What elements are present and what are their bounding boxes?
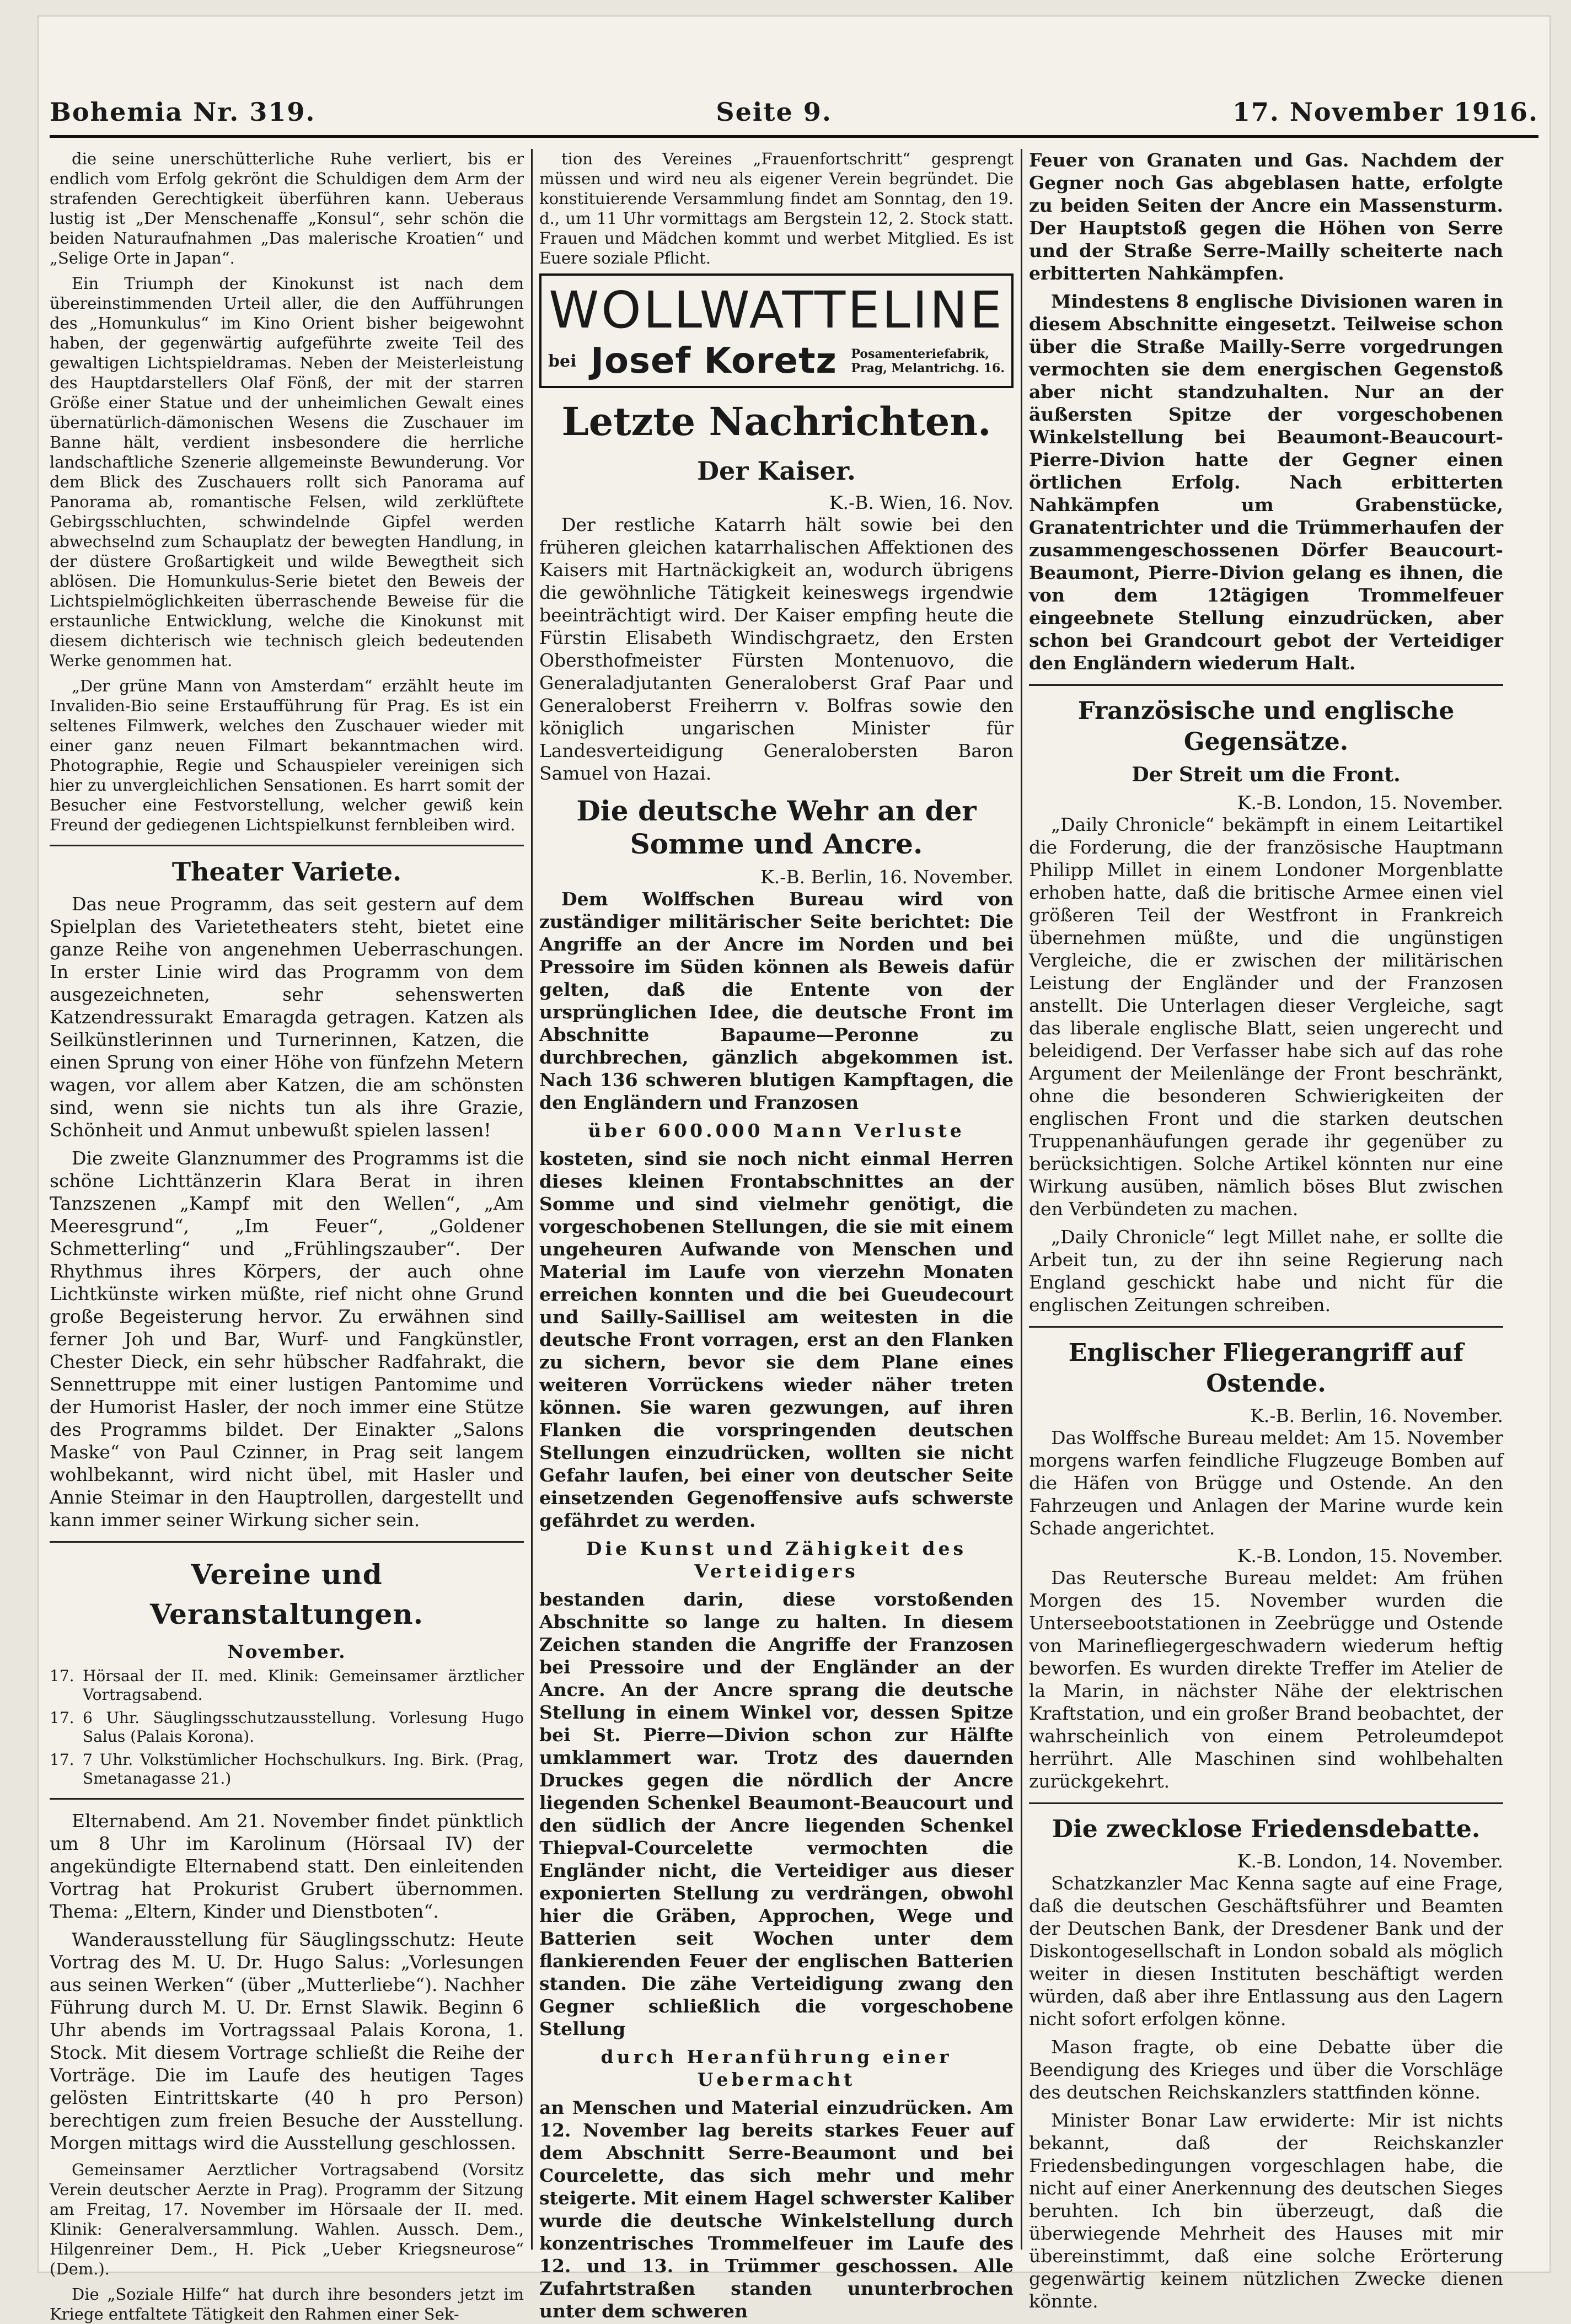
ad-address-line: Posamenteriefabrik, — [851, 347, 990, 361]
event-text: Hörsaal der II. med. Klinik: Gemeinsamer ärztlicher Vortragsabend. — [83, 1667, 524, 1704]
theater-paragraph: Die zweite Glanznummer des Programms ist die schöne Lichttänzerin Klara Berat in ihren Tanzszenen „Kampf mit den Wellen“, „Am Meeresgrund“, „Im Feuer“, „Goldener Schmetterling“ und „Frühlingszauber“. Der Rhythmus ihres Körpers, der auch ohne Lichtkünste wirken müßte, rief nicht ohne Grund große Begeisterung hervor. Zu erwähnen sind ferner Joh und Bar, Wurf- und Fangkünstler, Chester Dieck, ein sehr hübscher Radfahrakt, die Sennettruppe mit einer lustigen Pantomime und der Humorist Hasler, der noch immer eine Stütze des Programms bildet. Der Einakter „Salons Maske“ von Paul Czinner, in Prag seit langem wohlbekannt, wird nicht übel, mit Hasler und Annie Steimar in den Hauptrollen, dargestellt und kann immer seiner Wirkung sicher sein. — [50, 1147, 524, 1531]
wehr-dateline: K.-B. Berlin, 16. November. — [760, 866, 1014, 888]
advertisement — [539, 273, 1014, 388]
gegensaetze-heading: Französische und englische Gegensätze. — [1077, 697, 1455, 756]
event-text: 7 Uhr. Volkstümlicher Hochschulkurs. Ing. Birk. (Prag, Smetanagasse 21.) — [83, 1751, 524, 1788]
column-rule — [531, 149, 533, 2250]
kaiser-paragraph: Der restliche Katarrh hält sowie bei den früheren gleichen katarrhalischen Affektionen des Kaisers mit Hartnäckigkeit an, wodurch übrigens die gewöhnliche Tätigkeit keineswegs irgendwie beeinträchtigt wird. Der Kaiser empfing heute die Fürstin Elisabeth Windischgraetz, den Ersten Obersthofmeister Fürsten Montenuovo, die Generaladjutanten Generaloberst Graf Paar und Generaloberst Freiherrn v. Bolfras sowie den königlich ungarischen Minister für Landesverteidigung Generalobersten Baron Samuel von Hazai. — [539, 514, 1014, 784]
front-paragraph: Feuer von Granaten und Gas. Nachdem der Gegner noch Gas abgeblasen hatte, erfolgte zu beiden Seiten der Ancre ein Massensturm. Der Hauptstoß gegen die Höhen von Serre und der Straße Serre-Mailly scheiterte nach erbitterten Nahkämpfen. — [1029, 149, 1503, 284]
ad-bei: bei — [548, 351, 577, 371]
wehr-paragraph: Dem Wolffschen Bureau wird von zuständiger militärischer Seite berichtet: Die Angriffe an der Ancre im Norden und bei Pressoire im Süden können als Beweis dafür gelten, daß die Entente von der ursprünglichen Idee, die deutsche Front im Abschnitte Bapaume—Peronne zu durchbrechen, gänzlich abgekommen ist. Nach 136 schweren blutigen Kampftagen, die den Engländern und Franzosen — [539, 888, 1014, 1113]
divider — [50, 1798, 524, 1800]
event-day: 17. — [50, 1709, 74, 1727]
gegensaetze-subheading: Der Streit um die Front. — [1132, 763, 1401, 786]
flieger-dateline: K.-B. London, 15. November. — [1237, 1545, 1503, 1566]
divider — [1029, 1802, 1503, 1804]
masthead-date: 17. November 1916. — [1232, 97, 1538, 127]
debatte-paragraph: Minister Bonar Law erwiderte: Mir ist nichts bekannt, daß der Reichskanzler Friedensbedingungen vorgeschlagen habe, die nicht auf einer Anerkennung des deutschen Sieges beruhten. Ich bin überzeugt, daß die überwiegende Mehrheit des Hauses mit mir übereinstimmt, daß eine solche Erörterung gegenwärtig keinem nützlichen Zwecke dienen könnte. — [1029, 2110, 1503, 2312]
flieger-paragraph: Das Reutersche Bureau meldet: Am frühen Morgen des 15. November wurden die Unterseebootstationen in Zeebrügge und Ostende von Marinefliegergeschwadern wiederum heftig beworfen. Es wurden direkte Treffer im Atelier de la Marin, in nächster Nähe der elektrischen Kraftstation, und ein großer Brand beobachtet, der wahrscheinlich von einem Petroleumdepot herrührt. Alle Maschinen sind wohlbehalten zurückgekehrt. — [1029, 1567, 1503, 1792]
letzte-nachrichten-heading: Letzte Nachrichten. — [561, 399, 991, 444]
column-rule — [1021, 149, 1022, 2250]
elternabend-paragraph: Elternabend. Am 21. November findet pünktlich um 8 Uhr im Karolinum (Hörsaal IV) der angekündigte Elternabend statt. Den einleitenden Vortrag hat Prokurist Grubert übernommen. Thema: „Eltern, Kinder und Dienstboten“. — [50, 1810, 524, 1922]
divider — [50, 845, 524, 846]
gegensaetze-dateline: K.-B. London, 15. November. — [1237, 792, 1503, 813]
column-2 — [539, 149, 1014, 2322]
ad-title: WOLLWATTELINE — [549, 281, 1004, 340]
aerztlicher-paragraph: Gemeinsamer Aerztlicher Vortragsabend (Vorsitz Verein deutscher Aerzte in Prag). Programm der Sitzung am Freitag, 17. November im Hörsaale der II. med. Klinik: Generalversammlung. Wahlen. Aussch. Dem., Hilgenreiner Dem., H. Pick „Ueber Kriegsneurose“ (Dem.). — [50, 2160, 524, 2278]
soziale-hilfe-paragraph: Die „Soziale Hilfe“ hat durch ihre besonders jetzt im Kriege entfaltete Tätigkeit den Rahmen einer Sek- — [50, 2285, 524, 2323]
frauenfortschritt-paragraph: tion des Vereines „Frauenfortschritt“ gesprengt müssen und wird neu als eigener Verein begründet. Die konstituierende Versammlung findet am Sonntag, den 19. d., um 11 Uhr vormittags am Bergstein 12, 2. Stock statt. Frauen und Mädchen kommt und werbet Mitglied. Es ist Euere soziale Pflicht. — [539, 149, 1014, 267]
calendar-month: November. — [227, 1641, 346, 1662]
wanderausstellung-paragraph: Wanderausstellung für Säuglingsschutz: Heute Vortrag des M. U. Dr. Hugo Salus: „Vorlesungen aus seinen Werken“ (über „Mutterliebe“). Nachher Führung durch M. U. Dr. Ernst Slawik. Beginn 6 Uhr abends im Vortragssaal Palais Korona, 1. Stock. Mit diesem Vortrage schließt die Reihe der Vorträge. Die im Laufe des heutigen Tages gelösten Eintrittskarte (40 h pro Person) berechtigen zum freien Besuche der Ausstellung. Morgen mittags wird die Ausstellung geschlossen. — [50, 1929, 524, 2154]
wehr-spaced-line: Die Kunst und Zähigkeit des Verteidigers — [586, 1538, 967, 1582]
homunkulus-paragraph: Ein Triumph der Kinokunst ist nach dem übereinstimmenden Urteil aller, die den Aufführungen des „Homunkulus“ im Kino Orient bisher beigewohnt haben, der gegenwärtig aufgeführte zweite Teil des gewaltigen Lichtspieldramas. Neben der Meisterleistung des Hauptdarstellers Olaf Fönß, der mit der starren Größe einer Statue und der unheimlichen Gewalt eines übernatürlich-dämonischen Wesens die Zuschauer im Banne hält, verdient insbesondere die herrliche landschaftliche Szenerie allgemeinste Bewunderung. Vor dem Blick des Zuschauers rollt sich Panorama auf Panorama ab, romantische Felsen, wild zerklüftete Gebirgsschluchten, schwindelnde Gipfel werden abwechselnd zum Schauplatz der bewegten Handlung, in der düstere Großartigkeit und wilde Bewegtheit sich ablösen. Die Homunkulus-Serie bietet den Beweis der Lichtspielmöglichkeiten überraschende Beweise für die erstaunliche Entwicklung, welche die Kinokunst mit diesem dichterisch wie technisch gleich bedeutenden Werke genommen hat. — [50, 274, 524, 670]
ad-address — [851, 347, 1005, 375]
masthead — [50, 83, 1538, 127]
theater-paragraph: Das neue Programm, das seit gestern auf dem Spielplan des Varietetheaters steht, bietet eine ganze Reihe von angenehmen Ueberraschungen. In erster Linie wird das Programm von dem ausgezeichneten, sehr sehenswerten Katzendressurakt Emaragda getragen. Katzen als Seilkünstlerinnen und Turnerinnen, Katzen, die einen Sprung von einer Höhe von fünfzehn Metern wagen, vor allem aber Katzen, die am schönsten sind, wenn sie nichts tun als ihre Grazie, Schönheit und Anmut unbewußt spielen lassen! — [50, 893, 524, 1141]
ad-line — [548, 341, 1005, 382]
calendar-event — [50, 1751, 524, 1788]
debatte-heading: Die zwecklose Friedensdebatte. — [1052, 1815, 1481, 1843]
divider — [50, 1541, 524, 1543]
gegensaetze-paragraph: „Daily Chronicle“ bekämpft in einem Leitartikel die Forderung, die der französische Hauptmann Philipp Millet in einem Londoner Morgenblatte erhoben hatte, daß die britische Armee einen viel größeren Teil der Westfront in Frankreich übernehmen müßte, und die ungünstigen Vergleiche, die er zwischen der militärischen Leistung der Engländer und der Franzosen anstellt. Die Unterlagen dieser Vergleiche, sagt das liberale englische Blatt, seien ungerecht und beleidigend. Der Verfasser habe sich auf das rohe Argument der Meilenlänge der Front beschränkt, ohne die besonderen Schwierigkeiten der englischen Front und die starken deutschen Truppenanhäufungen gerade ihr gegenüber zu berücksichtigen. Solche Artikel könnten nur eine Wirkung ausüben, nämlich böses Blut zwischen den Verbündeten zu machen. — [1029, 814, 1503, 1220]
gegensaetze-paragraph: „Daily Chronicle“ legt Millet nahe, er sollte die Arbeit tun, zu der ihn seine Regierung nach England geschickt habe und nicht für die englischen Zeitungen schreiben. — [1029, 1226, 1503, 1316]
ad-address-line: Prag, Melantrichg. 16. — [851, 361, 1005, 375]
wehr-paragraph: bestanden darin, diese vorstoßenden Abschnitte so lange zu halten. In diesem Zeichen standen die Angriffe der Franzosen bei Pressoire und der Engländer an der Ancre. An der Ancre sprang die deutsche Stellung in einem Winkel vor, dessen Spitze bei St. Pierre—Divion schon zur Hälfte umklammert war. Trotz des dauernden Druckes gegen die nördlich der Ancre liegenden Schenkel Beaumont-Beaucourt und den südlich der Ancre liegenden Schenkel Thiepval-Courcelette vermochten die Engländer nicht, die Verteidiger aus dieser exponierten Stellung zu verdrängen, obwohl hier die Gräben, Approchen, Wege und Batterien seit Wochen unter dem flankierenden Feuer der englischen Batterien standen. Die zähe Verteidigung zwang den Gegner schließlich die vorgeschobene Stellung — [539, 1588, 1014, 2039]
event-text: 6 Uhr. Säuglingsschutzausstellung. Vorlesung Hugo Salus (Palais Korona). — [83, 1709, 524, 1746]
flieger-heading: Englischer Fliegerangriff auf Ostende. — [1068, 1339, 1464, 1398]
wehr-heading: Die deutsche Wehr an der Somme und Ancre. — [576, 795, 977, 860]
vereine-heading: Vereine und Veranstaltungen. — [149, 1558, 424, 1630]
event-day: 17. — [50, 1667, 74, 1685]
debatte-paragraph: Mason fragte, ob eine Debatte über die Beendigung des Krieges und über die Vorschläge des deutschen Reichskanzlers stattfinden könne. — [1029, 2036, 1503, 2103]
divider — [1029, 1326, 1503, 1328]
calendar-event — [50, 1709, 524, 1746]
masthead-page-number: Seite 9. — [716, 97, 832, 127]
debatte-dateline: K.-B. London, 14. November. — [1237, 1850, 1503, 1872]
kaiser-heading: Der Kaiser. — [697, 456, 856, 486]
ad-firm-name: Josef Koretz — [591, 341, 837, 382]
calendar-event — [50, 1667, 524, 1704]
divider — [1029, 684, 1503, 686]
wehr-paragraph: an Menschen und Material einzudrücken. Am 12. November lag bereits starkes Feuer auf dem Abschnitt Serre-Beaumont und bei Courcelette, das sich mehr und mehr steigerte. Mit einem Hagel schwerster Kaliber wurde die deutsche Winkelstellung durch konzentrisches Trommelfeuer im Laufe des 12. und 13. in Trümmer geschossen. Alle Zufahrtstraßen standen ununterbrochen unter dem schweren — [539, 2097, 1014, 2322]
flieger-paragraph: Das Wolffsche Bureau meldet: Am 15. November morgens warfen feindliche Flugzeuge Bomben auf die Häfen von Brügge und Ostende. An den Fahrzeugen und Anlagen der Marine wurde kein Schade angerichtet. — [1029, 1427, 1503, 1539]
debatte-paragraph: Schatzkanzler Mac Kenna sagte auf eine Frage, daß die deutschen Geschäftsführer und Beamten der Deutschen Bank, der Dresdener Bank und der Diskontogesellschaft in London sobald als möglich weiter in diesen Instituten beschäftigt werden würden, daß aber ihre Entlassung aus den Lagern nicht sofort erfolgen könne. — [1029, 1872, 1503, 2030]
gruene-mann-paragraph: „Der grüne Mann von Amsterdam“ erzählt heute im Invaliden-Bio seine Erstaufführung für Prag. Es ist ein seltenes Filmwerk, welches den Zuschauer wieder mit einer ganz neuen Filmart bekanntmachen wird. Photographie, Regie und Schauspieler vereinigen sich hier zu unvergleichlichen Sensationen. Es harrt somit der Besucher eine Festvorstellung, welcher gewiß kein Freund der gediegenen Lichtspielkunst fernbleiben wird. — [50, 677, 524, 834]
theater-heading: Theater Variete. — [171, 857, 402, 887]
column-3 — [1029, 149, 1503, 2312]
wehr-spaced-line: durch Heranführung einer Uebermacht — [600, 2046, 952, 2090]
newspaper-page — [39, 17, 1549, 2323]
masthead-rule — [50, 135, 1538, 138]
wehr-losses-line: über 600.000 Mann Verluste — [588, 1120, 965, 1141]
flieger-dateline: K.-B. Berlin, 16. November. — [1250, 1405, 1503, 1426]
kaiser-dateline: K.-B. Wien, 16. Nov. — [829, 492, 1014, 513]
wehr-paragraph: kosteten, sind sie noch nicht einmal Herren dieses kleinen Frontabschnittes an der Somme und sind vielmehr genötigt, die vorgeschobenen Stellungen, die sie mit einem ungeheuren Aufwande von Menschen und Material im Laufe von vierzehn Monaten erreichen konnten und die bei Gueudecourt und Sailly-Saillisel am weitesten in die deutsche Front vorragen, erst an den Flanken zu sichern, bevor sie dem Plane eines weiteren Vorrückens wieder näher treten können. Sie waren gezwungen, auf ihren Flanken die vorspringenden deutschen Stellungen einzudrücken, wollten sie nicht Gefahr laufen, bei einer von deutscher Seite einsetzenden Gegenoffensive aufs schwerste gefährdet zu werden. — [539, 1148, 1014, 1531]
kino-paragraph: die seine unerschütterliche Ruhe verliert, bis er endlich vom Erfolg gekrönt die Schuldigen dem Arm der strafenden Gerechtigkeit überführen kann. Ueberaus lustig ist „Der Menschenaffe „Konsul“, sehr schön die beiden Naturaufnahmen „Das malerische Kroatien“ und „Selige Orte in Japan“. — [50, 149, 524, 267]
masthead-paper-issue: Bohemia Nr. 319. — [50, 97, 316, 127]
event-day: 17. — [50, 1751, 74, 1769]
column-1 — [50, 149, 524, 2323]
front-paragraph: Mindestens 8 englische Divisionen waren in diesem Abschnitte eingesetzt. Teilweise schon über die Straße Mailly-Serre vorgedrungen vermochten sie dem energischen Gegenstoß aber nicht standzuhalten. Nur an der äußersten Spitze der vorgeschobenen Winkelstellung bei Beaumont-Beaucourt-Pierre-Divion hatte der Gegner einen örtlichen Erfolg. Nach erbitterten Nahkämpfen um Grabenstücke, Granatentrichter und die Trümmerhaufen der zusammengeschossenen Dörfer Beaucourt-Beaumont, Pierre-Divion gelang es ihnen, die von dem 12tägigen Trommelfeuer eingeebnete Stellung einzudrücken, aber schon bei Grandcourt gebot der Verteidiger den Engländern wiederum Halt. — [1029, 291, 1503, 674]
